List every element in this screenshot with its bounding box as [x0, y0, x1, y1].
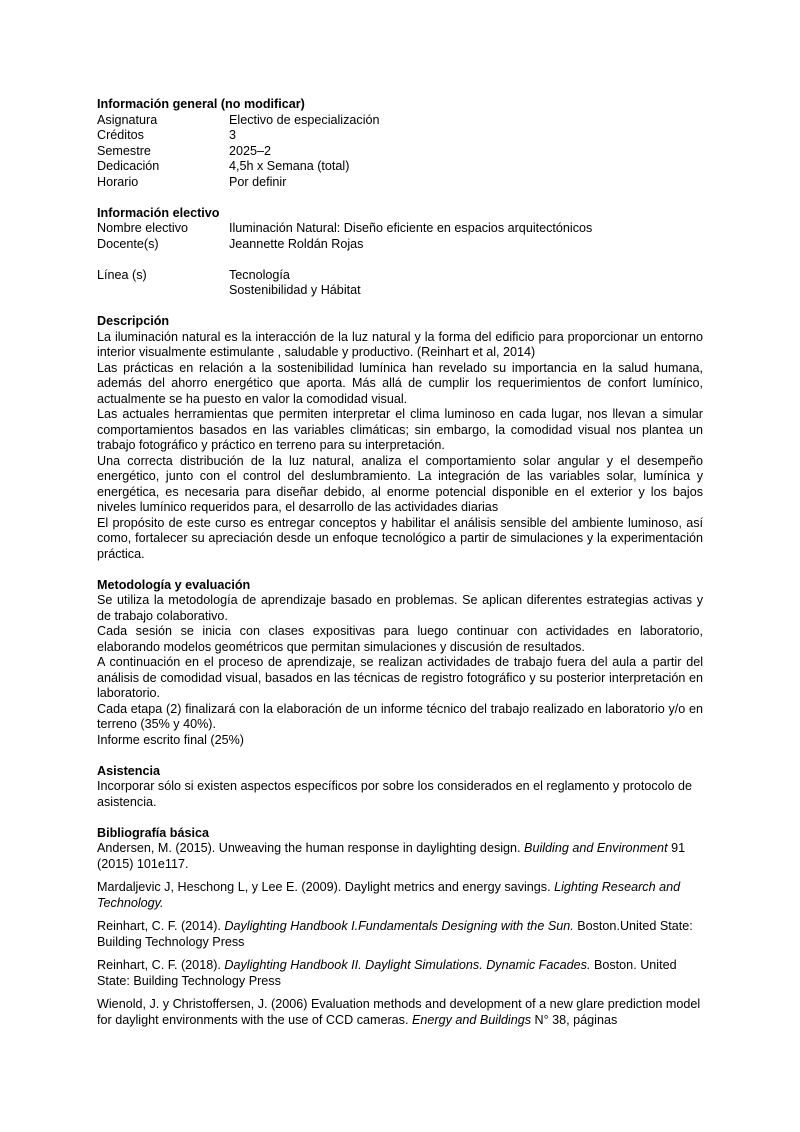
kv-row-docente	[97, 237, 703, 253]
bibliography-entry	[97, 841, 703, 872]
kv-value: Por definir	[229, 174, 287, 189]
attendance-title: Asistencia	[97, 763, 160, 778]
bib-text: Reinhart, C. F. (2018).	[97, 958, 225, 972]
syllabus-page	[97, 97, 703, 1036]
bibliography-title: Bibliografía básica	[97, 825, 209, 840]
methodology-paragraph: Informe escrito final (25%)	[97, 732, 244, 747]
description-paragraph: Una correcta distribución de la luz natural, analiza el comportamiento solar angular y el desempeño energético, junto con el control del deslumbramiento. La integración de las variables solar, lumínica y energética, es necesaria para diseñar debido, al enorme potencial disponible en el exterior y los bajos niveles lumínico requeridos para, el desarrollo de las actividades diarias	[97, 453, 703, 514]
bibliography-entry	[97, 958, 703, 989]
bib-journal: Daylighting Handbook I.Fundamentals Designing with the Sun.	[224, 919, 574, 933]
bibliography-entry	[97, 919, 703, 950]
description-paragraph: La iluminación natural es la interacción de la luz natural y la forma del edificio para proporcionar un entorno interior visualmente estimulante , saludable y productivo. (Reinhart et al, 2014)	[97, 329, 703, 359]
kv-label: Dedicación	[97, 159, 160, 173]
bib-text: Wienold, J. y Christoffersen, J. (2006) Evaluation methods and development of a new glare prediction model for daylight environments with the use of CCD cameras.	[97, 997, 701, 1027]
kv-label: Docente(s)	[97, 236, 159, 251]
kv-value: 2025–2	[229, 143, 272, 158]
kv-row-horario	[97, 175, 703, 191]
kv-value: Electivo de especialización	[229, 112, 380, 127]
bibliography-entry	[97, 880, 703, 911]
bib-text: Boston.United State: Building Technology Press	[97, 919, 693, 949]
general-info-title: Información general (no modificar)	[97, 97, 305, 111]
methodology-paragraph: Cada etapa (2) finalizará con la elaboración de un informe técnico del trabajo realizado en laboratorio y/o en terreno (35% y 40%).	[97, 701, 703, 731]
line-item: Sostenibilidad y Hábitat	[229, 283, 361, 297]
description-paragraph: Las prácticas en relación a la sostenibilidad lumínica han revelado su importancia en la salud humana, además del ahorro energético que aporta. Más allá de cumplir los requerimientos de confort lumínico, actualmente se ha puesto en valor la comodidad visual.	[97, 360, 703, 406]
bib-text: Reinhart, C. F. (2014).	[97, 919, 225, 933]
kv-label: Nombre electivo	[97, 221, 188, 235]
kv-row-dedicacion	[97, 159, 703, 175]
bib-journal: Daylighting Handbook II. Daylight Simulations. Dynamic Facades.	[224, 958, 591, 972]
kv-label: Semestre	[97, 143, 151, 158]
methodology-title: Metodología y evaluación	[97, 577, 251, 592]
methodology-paragraph: Se utiliza la metodología de aprendizaje basado en problemas. Se aplican diferentes estrategias activas y de trabajo colaborativo.	[97, 593, 703, 623]
kv-row-semestre	[97, 144, 703, 160]
line-item: Tecnología	[229, 267, 290, 282]
bib-text: Mardaljevic J, Heschong L, y Lee E. (2009). Daylight metrics and energy savings.	[97, 880, 555, 894]
bib-text: 91 (2015) 101e117.	[97, 841, 686, 871]
kv-row-creditos	[97, 128, 703, 144]
bib-journal: Lighting Research and Technology.	[97, 880, 681, 910]
attendance-section	[97, 764, 703, 811]
attendance-text: Incorporar sólo si existen aspectos específicos por sobre los considerados en el reglamento y protocolo de asistencia.	[97, 779, 693, 809]
description-paragraph: Las actuales herramientas que permiten interpretar el clima luminoso en cada lugar, nos llevan a simular comportamientos basados en las variables climáticas; sin embargo, la comodidad visual nos plantea un trabajo fotográfico y práctico en terreno para su interpretación.	[97, 407, 703, 452]
kv-label: Línea (s)	[97, 267, 147, 282]
kv-label: Créditos	[97, 128, 144, 142]
description-section	[97, 314, 703, 562]
description-paragraph: El propósito de este curso es entregar conceptos y habilitar el análisis sensible del ambiente luminoso, así como, fortalecer su apreciación desde un enfoque tecnológico a partir de simulaciones y la experimentación práctica.	[97, 515, 703, 561]
description-title: Descripción	[97, 314, 170, 328]
kv-row-linea	[97, 268, 703, 299]
general-info-section	[97, 97, 703, 190]
methodology-section	[97, 578, 703, 749]
bib-text: Andersen, M. (2015). Unweaving the human response in daylighting design.	[97, 841, 525, 855]
kv-row-asignatura	[97, 113, 703, 129]
kv-value: 3	[229, 128, 237, 142]
kv-value	[229, 268, 703, 299]
bib-journal: Building and Environment	[524, 841, 668, 855]
kv-label: Horario	[97, 174, 139, 189]
elective-info-section	[97, 206, 703, 299]
kv-value: Iluminación Natural: Diseño eficiente en espacios arquitectónicos	[229, 221, 593, 235]
kv-value: Jeannette Roldán Rojas	[229, 236, 364, 251]
elective-info-title: Información electivo	[97, 205, 220, 220]
bibliography-entry	[97, 997, 703, 1028]
bib-text: N° 38, páginas	[531, 1012, 618, 1027]
kv-value: 4,5h x Semana (total)	[229, 159, 350, 173]
bib-journal: Energy and Buildings	[411, 1012, 532, 1027]
methodology-paragraph: A continuación en el proceso de aprendizaje, se realizan actividades de trabajo fuera del aula a partir del análisis de comodidad visual, basados en las técnicas de registro fotográfico y su posterior interpretación en laboratorio.	[97, 655, 703, 700]
methodology-paragraph: Cada sesión se inicia con clases expositivas para luego continuar con actividades en laboratorio, elaborando modelos geométricos que permitan simulaciones y discusión de resultados.	[97, 624, 703, 654]
kv-label: Asignatura	[97, 112, 158, 127]
bib-text: Boston. United State: Building Technology Press	[97, 958, 677, 988]
bibliography-section	[97, 826, 703, 1029]
kv-row-nombre	[97, 221, 703, 237]
